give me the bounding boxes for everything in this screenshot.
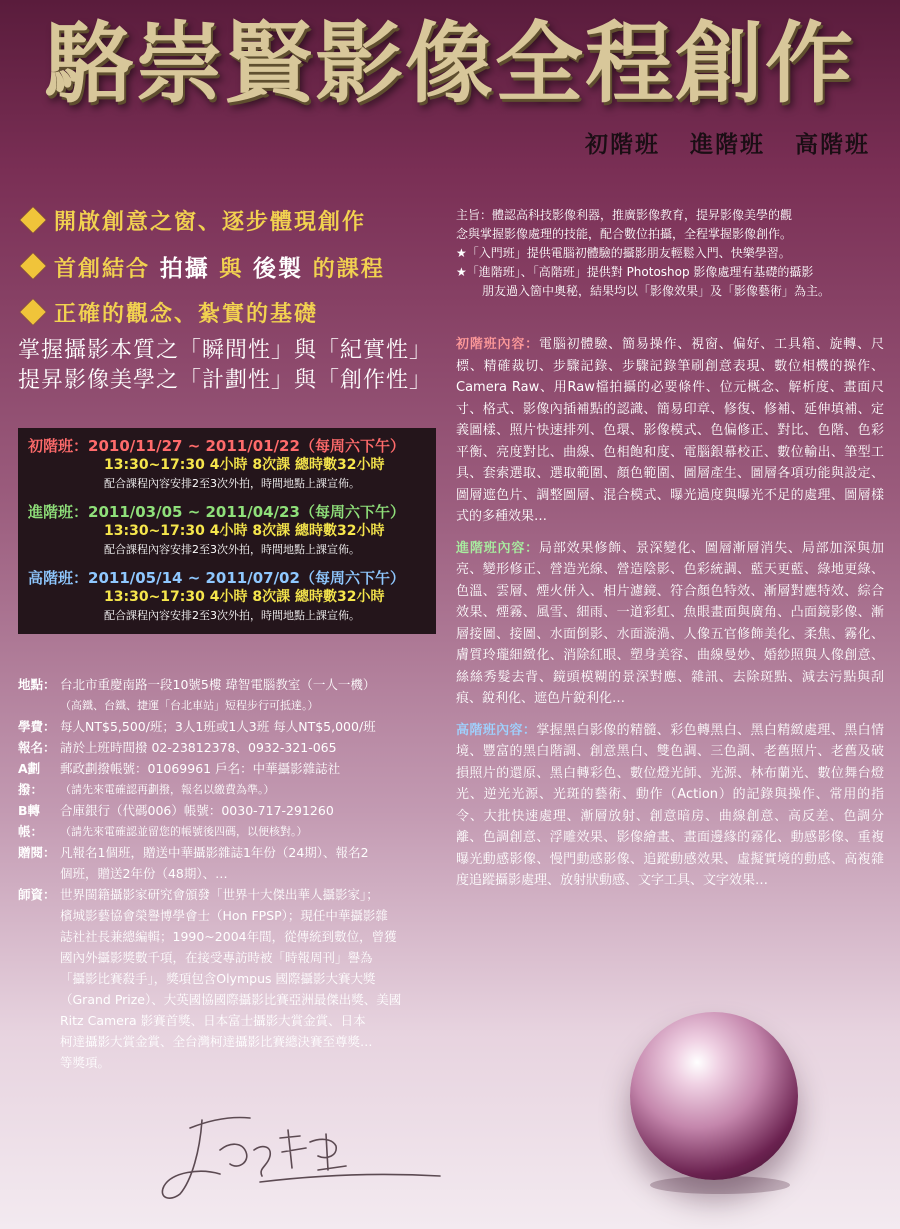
info-label: 贈閱： — [18, 845, 56, 860]
info-postal-transfer — [18, 758, 440, 800]
schedule-time: 13:30~17:30 4小時 8次課 總時數32小時 — [104, 589, 385, 605]
info-line: 台北市重慶南路一段10號5樓 瑋智電腦教室（一人一機） — [60, 677, 376, 692]
info-location — [18, 674, 440, 716]
course-body: 局部效果修飾、景深變化、圖層漸層消失、局部加深與加亮、變形修正、營造光線、營造陰影、色彩統調、藍天更藍、綠地更綠、色溫、雲層、煙火併入、相片濾鏡、符合顏色特效、漸層對應特效、綜合效果、煙霧、風雪、細雨、一道彩虹、魚眼畫面與廣角、凸面鏡影像、漸層接圖、接圖、水面倒影、水面漩渦、人像五官修飾美化、柔焦、霧化、膚質玲瓏細緻化、消除紅眼、塑身美容、曲線曼妙、婚紗照與人像創意、絲絲秀髮去背、鏡頭模糊的景深對應、雜訊、去除斑點、減去污點與刮痕、銳利化、遮色片銳利化… — [456, 540, 884, 706]
info-line: 等獎項。 — [60, 1055, 111, 1070]
diamond-bullet-icon — [20, 253, 45, 278]
class-levels — [585, 126, 870, 159]
info-line: （高鐵、台鐵、捷運「台北車站」短程步行可抵達。） — [60, 699, 319, 712]
schedule-note: 配合課程內容安排2至3次外拍，時間地點上課宣佈。 — [104, 477, 360, 490]
schedule-date: 2011/03/05 ~ 2011/04/23 — [88, 503, 300, 521]
level-intermediate: 進階班 — [690, 131, 765, 158]
slogan-item — [18, 294, 448, 330]
course-heading: 進階班內容： — [456, 540, 539, 556]
info-list — [18, 674, 440, 1073]
page-title: 駱崇賢影像全程創作 — [44, 11, 855, 115]
level-basic: 初階班 — [585, 131, 660, 158]
slogan-text — [54, 250, 385, 283]
info-signup — [18, 737, 440, 758]
info-value — [60, 884, 440, 1073]
info-line: 柯達攝影大賞金賞、全台灣柯達攝影比賽總決賽至尊獎… — [60, 1034, 373, 1049]
principle-line: 提昇影像美學之「計劃性」與「創作性」 — [18, 368, 433, 393]
info-value — [60, 716, 440, 737]
slogan-part: 與 — [219, 256, 244, 282]
slogan-highlight: 拍攝 — [159, 255, 210, 282]
handwritten-signature — [150, 1090, 450, 1220]
diamond-bullet-icon — [20, 207, 45, 232]
principle-line: 掌握攝影本質之「瞬間性」與「紀實性」 — [18, 338, 433, 363]
info-line: 「攝影比賽殺手」，獎項包含Olympus 國際攝影大賽大獎 — [60, 971, 376, 986]
schedule-time: 13:30~17:30 4小時 8次課 總時數32小時 — [104, 523, 385, 539]
schedule-note: 配合課程內容安排2至3次外拍，時間地點上課宣佈。 — [104, 543, 360, 556]
schedule-intermediate — [28, 502, 428, 559]
slogan-item — [18, 202, 448, 238]
info-line: 合庫銀行（代碼006）帳號：0030-717-291260 — [60, 803, 334, 818]
info-line: 檳城影藝協會榮譽博學會士（Hon FPSP）；現任中華攝影雜 — [60, 908, 388, 923]
info-bank-transfer — [18, 800, 440, 842]
principles — [18, 336, 448, 396]
info-label: A劃撥： — [18, 761, 44, 797]
info-line: 請於上班時間撥 02-23812378、0932-321-065 — [60, 740, 337, 755]
intro-text — [456, 206, 886, 301]
course-body: 電腦初體驗、簡易操作、視窗、偏好、工具箱、旋轉、尺標、精確裁切、步驟記錄、步驟記錄筆刷創意表現、數位相機的操作、Camera Raw、用Raw檔拍攝的必要條件、位元概念、解析度、畫面尺寸、格式、影像內插補點的認識、簡易印章、修復、修補、延伸填補、定義圖樣、照片快速排列、色環、影像模式、色偏修正、對比、色階、色彩平衡、亮度對比、曲線、色相飽和度、電腦銀幕校正、數位輸出、筆型工具、套索選取、選取範圍、顏色範圍、圖層產生、圖層各項功能與設定、圖層遮色片、調整圖層、混合模式、曝光過度與曝光不足的處理、圖層樣式的多種效果… — [456, 337, 884, 524]
schedule-dates — [28, 568, 428, 588]
info-value — [60, 758, 440, 800]
schedule-dates — [28, 502, 428, 522]
intro-line: 主旨：體認高科技影像利器，推廣影像教育，提昇影像美學的觀 — [456, 208, 793, 222]
course-body: 掌握黑白影像的精髓、彩色轉黑白、黑白精緻處理、黑白情境、豐富的黑白階調、創意黑白、雙色調、三色調、老舊照片、老舊及破損照片的還原、黑白轉彩色、數位燈光師、光源、林布蘭光、數位舞台燈光、逆光光源、光斑的藝術、動作（Action）的記錄與操作、常用的指令、大批快速處理、漸層放射、創意暗房、曲線創意、高反差、色調分離、色調創意、浮雕效果、影像繪畫、畫面邊緣的霧化、動感影像、重複曝光動感影像、慢門動感影像、追蹤動感效果、虛擬實境的動感、高複雜度追蹤攝影處理、放射狀動感、文字工具、文字效果… — [456, 722, 884, 888]
schedule-date: 2011/05/14 ~ 2011/07/02 — [88, 569, 300, 587]
schedule-day: （每周六下午） — [299, 503, 405, 521]
info-line: 郵政劃撥帳號：01069961 戶名：中華攝影雜誌社 — [60, 761, 341, 776]
info-line: （請先來電確認再劃撥，報名以繳費為準。） — [60, 783, 275, 796]
level-advanced: 高階班 — [795, 131, 870, 158]
info-value — [60, 842, 440, 884]
info-line: （Grand Prize）、大英國協國際攝影比賽亞洲最傑出獎、美國 — [60, 992, 402, 1007]
slogan-highlight: 後製 — [253, 255, 304, 282]
intro-line: ★「入門班」提供電腦初體驗的攝影朋友輕鬆入門、快樂學習。 — [456, 246, 791, 260]
schedule-date: 2010/11/27 ~ 2011/01/22 — [88, 437, 300, 455]
schedule-advanced — [28, 568, 428, 625]
slogan-list — [18, 202, 448, 340]
diamond-bullet-icon — [20, 299, 45, 324]
schedule-dates — [28, 436, 428, 456]
schedule-day: （每周六下午） — [299, 437, 405, 455]
course-advanced — [456, 720, 884, 892]
info-line: 世界閩籍攝影家研究會頒發「世界十大傑出華人攝影家」； — [60, 887, 379, 902]
intro-line: 念與掌握影像處理的技能，配合數位拍攝，全程掌握影像創作。 — [456, 227, 793, 241]
info-label: 師資： — [18, 887, 56, 902]
info-label: 地點： — [18, 677, 56, 692]
schedule-box — [18, 428, 436, 634]
info-fee — [18, 716, 440, 737]
info-line: 凡報名1個班，贈送中華攝影雜誌1年份（24期）、報名2 — [60, 845, 369, 860]
info-value — [60, 737, 440, 758]
info-line: （請先來電確認並留您的帳號後四碼，以便核對。） — [60, 825, 308, 838]
course-contents — [456, 334, 884, 902]
info-label: B轉帳： — [18, 803, 44, 839]
course-heading: 高階班內容： — [456, 722, 537, 738]
intro-line: 朋友過入箇中奧秘，結果均以「影像效果」及「影像藝術」為主。 — [482, 284, 831, 298]
info-value — [60, 800, 440, 842]
course-basic — [456, 334, 884, 528]
schedule-time: 13:30~17:30 4小時 8次課 總時數32小時 — [104, 457, 385, 473]
info-line: 每人NT$5,500/班；3人1班或1人3班 每人NT$5,000/班 — [60, 719, 376, 734]
intro-line: ★「進階班」、「高階班」提供對 Photoshop 影像處理有基礎的攝影 — [456, 265, 814, 279]
schedule-label: 高階班： — [28, 569, 89, 587]
slogan-text: 開啟創意之窗、逐步體現創作 — [54, 209, 367, 235]
info-instructor — [18, 884, 440, 1073]
course-intermediate — [456, 538, 884, 710]
schedule-day: （每周六下午） — [299, 569, 405, 587]
slogan-text: 正確的觀念、紮實的基礎 — [54, 301, 319, 327]
schedule-label: 初階班： — [28, 437, 89, 455]
info-line: 個班，贈送2年份（48期）、… — [60, 866, 228, 881]
slogan-item — [18, 248, 448, 284]
info-value — [60, 674, 440, 716]
course-heading: 初階班內容： — [456, 337, 539, 352]
slogan-part: 的課程 — [312, 256, 385, 282]
info-line: 誌社社長兼總編輯；1990~2004年間，從傳統到數位，曾獲 — [60, 929, 397, 944]
info-line: 國內外攝影獎數千項，在接受專訪時被「時報周刊」譽為 — [60, 950, 373, 965]
schedule-basic — [28, 436, 428, 493]
info-label: 報名： — [18, 740, 56, 755]
info-line: Ritz Camera 影賽首獎、日本富士攝影大賞金賞、日本 — [60, 1013, 366, 1028]
schedule-note: 配合課程內容安排2至3次外拍，時間地點上課宣佈。 — [104, 609, 360, 622]
info-gift — [18, 842, 440, 884]
info-label: 學費： — [18, 719, 56, 734]
slogan-part: 首創結合 — [54, 256, 151, 282]
schedule-label: 進階班： — [28, 503, 89, 521]
crystal-ball-image — [630, 1012, 798, 1180]
